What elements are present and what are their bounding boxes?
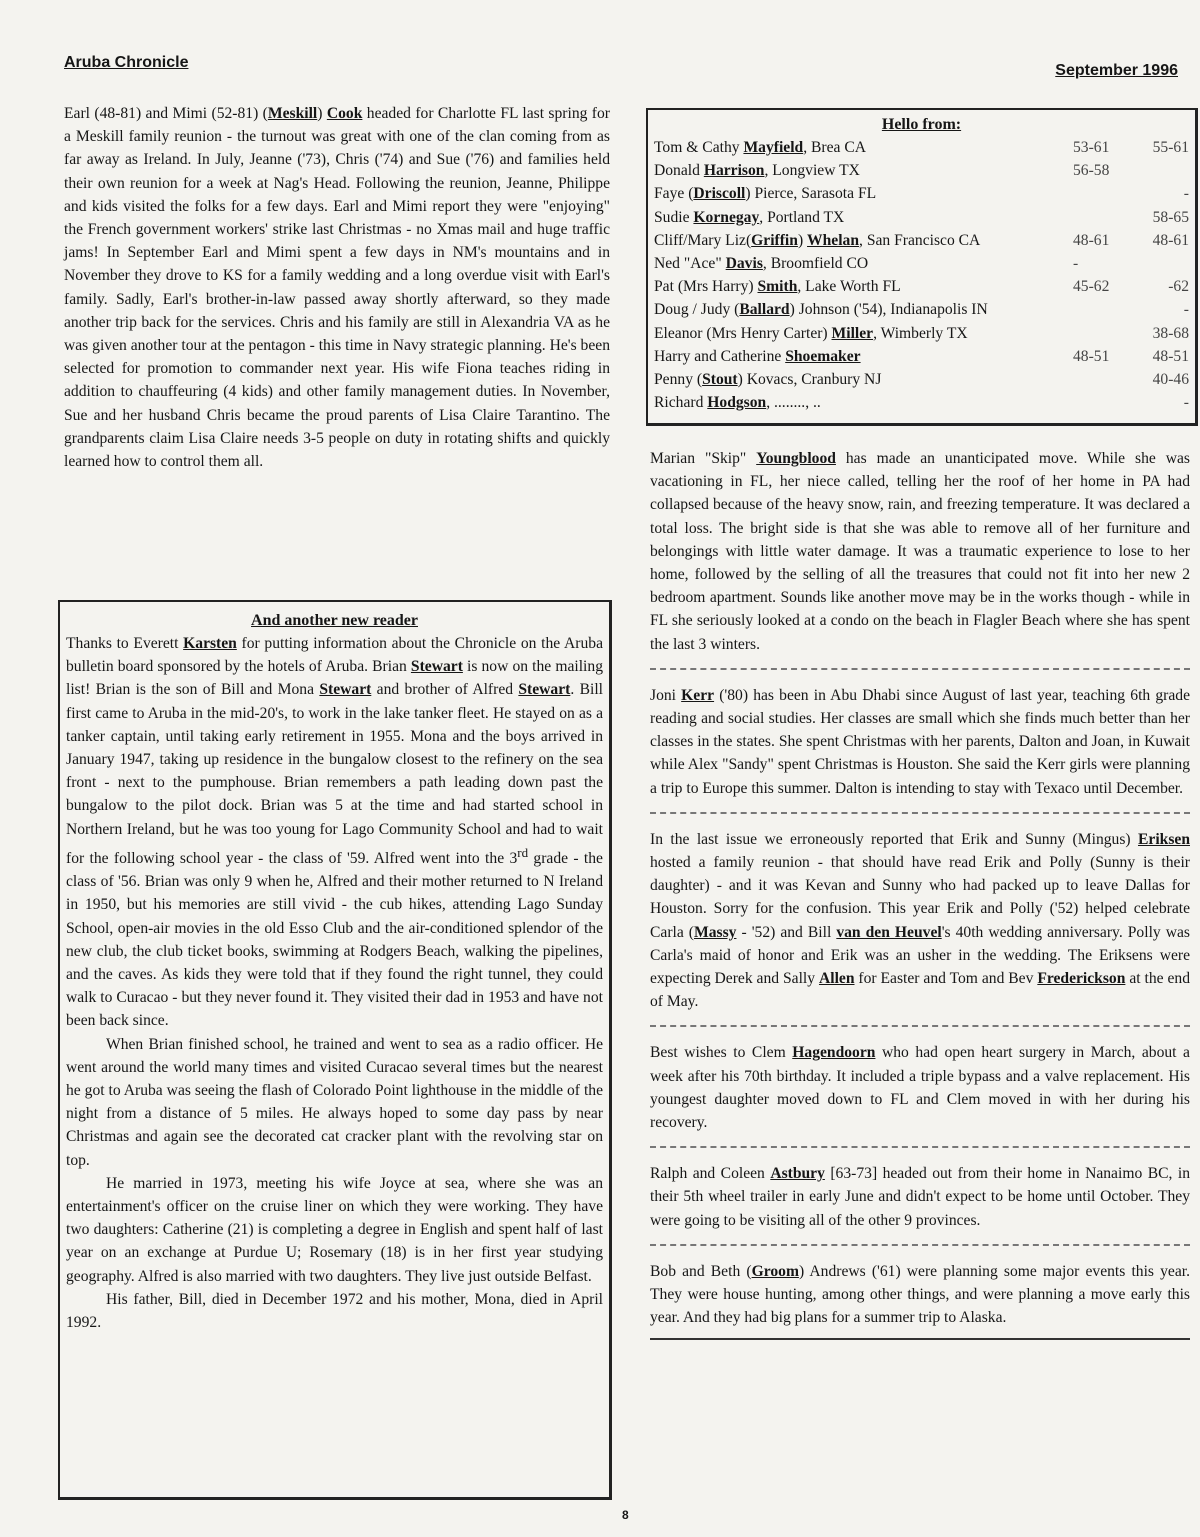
hello-entry-years-2: - (1183, 301, 1189, 319)
name-highlight: Kornegay (693, 208, 760, 226)
dashed-divider (650, 1025, 1190, 1027)
right-column (650, 447, 1190, 1340)
text-run: Bob and Beth ( (650, 1262, 752, 1280)
text-run: Richard (654, 394, 708, 412)
text-run: [63-73] headed out from their home in Nanaimo BC, in their 5th wheel trailer in early June and didn't expect to be home until October. They were going to be visiting all of the other 9 provinces. (650, 1165, 1190, 1229)
hello-entry-name (654, 159, 1073, 182)
hello-entry-years-2: 48-61 (1152, 231, 1189, 249)
hello-entry-years-1: 53-61 (1073, 139, 1110, 156)
hello-entry-years-2: -62 (1168, 278, 1189, 296)
name-highlight: Driscoll (693, 185, 746, 203)
hello-entry (654, 136, 1189, 159)
hello-entry-name (654, 322, 1073, 345)
name-highlight: Eriksen (1138, 830, 1190, 848)
hello-entry-years-2 (1133, 159, 1189, 182)
hello-entry-years-1: - (1073, 255, 1079, 273)
news-item (650, 1041, 1190, 1134)
hello-entry-years-1 (1073, 322, 1133, 345)
name-highlight: Kerr (681, 686, 715, 704)
hello-entry (654, 298, 1189, 321)
text-run: headed for Charlotte FL last spring for a Meskill family reunion - the turnout was great with one of the clan coming from as far away as Ireland. In July, Jeanne ('73), Chris ('74) and Sue ('76) and families held their own reunion for a week at Nag's Head. Following the reunion, Jeanne, Philippe and kids visited the folks for a few days. Earl and Mimi report they were "enjoying" the French government workers' strike last Christmas - no Xmas mail and huge traffic jams! In September Earl and Mimi spent a few days in NM's mountains and in November they drove to KS for a family wedding and a long overdue visit with Earl's family. Sadly, Earl's brother-in-law passed away shortly afterward, so they made another trip back for the services. Chris and his family are still in Alexandria VA as he was given another tour at the pentagon - this time in Navy strategic planning. He's been selected for promotion to commander next year. His wife Fiona teaches riding in addition to chauffeuring (4 kids) and other family management duties. In November, Sue and her husband Chris became the proud parents of Lisa Claire Tarantino. The grandparents claim Lisa Claire needs 3-5 people on duty in rotating shifts and quickly learned how to control them all. (64, 105, 610, 471)
hello-entry-years-2: 48-51 (1152, 347, 1189, 365)
name-highlight: van den Heuvel (836, 923, 942, 941)
text-run: , Wimberly TX (873, 324, 968, 342)
hello-entry-name (654, 368, 1073, 391)
hello-entry-years-1 (1073, 368, 1133, 391)
new-reader-paragraph (66, 1033, 603, 1172)
hello-entry-years-1: 56-58 (1073, 162, 1110, 180)
hello-entry-name (654, 275, 1073, 298)
hello-entry-years-2 (1133, 252, 1189, 275)
hello-from-box (646, 108, 1198, 426)
name-highlight: Allen (818, 970, 855, 988)
text-run: grade - the class of '56. Brian was only 9 when he, Alfred and their mother returned to N Ireland in 1950, but his memories are still vivid - the cub hikes, attending Lago Sunday School, open-air movies in the old Esso Club and the air-conditioned splendor of the new club, the club ticket books, swimming at Rodgers Beach, walking the pipelines, and the caves. As kids they were told that if they found the right tunnel, they could walk to Curacao - but they never found it. They visited their dad in 1953 and have not been back since. (66, 850, 603, 1030)
text-run: Doug / Judy ( (654, 301, 740, 319)
hello-entry-name (654, 136, 1073, 159)
name-highlight: Davis (725, 255, 763, 273)
name-highlight: Hagendoorn (792, 1044, 876, 1062)
text-run: for putting information about the Chronicle on the Aruba bulletin board sponsored by the hotels of Aruba. Brian (66, 635, 603, 676)
text-run: Donald (654, 162, 704, 180)
cook-family-article (64, 102, 610, 473)
hello-entry (654, 206, 1189, 229)
name-highlight: Frederickson (1037, 970, 1126, 988)
text-run: , Broomfield CO (762, 255, 869, 273)
hello-entry-years-2: 38-68 (1152, 324, 1189, 342)
name-highlight: Massy (694, 923, 737, 941)
name-highlight: Griffin (751, 231, 798, 249)
name-highlight: Stout (702, 371, 738, 389)
page-number: 8 (622, 1508, 629, 1522)
text-run: , Lake Worth FL (797, 278, 901, 296)
text-run: Thanks to Everett (66, 635, 184, 652)
hello-entry-years-2: - (1183, 185, 1189, 203)
text-run: . Bill first came to Aruba in the mid-20's, to work in the lake tanker fleet. He stayed on as a tanker captain, until taking early retirement in 1955. Mona and the boys arrived in January 1947, taking up residence in the bungalow closest to the refinery on the sea front - next to the pumphouse. Brian remembers a path leading down past the bungalow to the pilot dock. Brian was 5 at the time and had started school in Northern Ireland, but he was too young for Lago Community School and had to wait for the following school year - the class of '59. Alfred went into the 3 (66, 681, 603, 868)
hello-from-title: Hello from: (881, 116, 962, 133)
text-run: His father, Bill, died in December 1972 and his mother, Mona, died in April 1992. (66, 1290, 603, 1332)
text-run: - '52) and Bill (736, 923, 837, 941)
text-run: Joni (650, 686, 682, 704)
text-run: Earl (48-81) and Mimi (52-81) ( (64, 105, 268, 122)
text-run: Pat (Mrs Harry) (654, 278, 758, 296)
news-item (650, 447, 1190, 656)
hello-entry-name (654, 345, 1073, 368)
text-run: , Brea CA (803, 139, 866, 156)
hello-entry-years-2: - (1183, 394, 1189, 412)
hello-entry-years-2: 40-46 (1152, 371, 1189, 389)
left-column (64, 102, 610, 473)
hello-entry (654, 322, 1189, 345)
hello-entry-years-1 (1073, 391, 1133, 414)
name-highlight: Stewart (319, 681, 372, 699)
text-run: Ned "Ace" (654, 255, 726, 273)
news-item (650, 1260, 1190, 1330)
text-run: ) (317, 105, 327, 122)
text-run: In the last issue we erroneously reported that Erik and Sunny (Mingus) (650, 830, 1138, 848)
hello-entry-years-2: 58-65 (1152, 208, 1189, 226)
name-highlight: Groom (751, 1262, 799, 1280)
hello-entry-years-1: 48-61 (1073, 231, 1110, 249)
text-run: , ........, .. (766, 394, 821, 412)
text-run: at the end of May. (650, 970, 1190, 1011)
text-run: Tom & Cathy (654, 139, 744, 156)
text-run: , Portland TX (759, 208, 845, 226)
text-run: Best wishes to Clem (650, 1044, 793, 1062)
text-run: , Longview TX (764, 162, 860, 180)
hello-entry-years-2: 55-61 (1152, 139, 1189, 156)
text-run: ) Kovacs, Cranbury NJ (737, 371, 882, 389)
text-run: for Easter and Tom and Bev (854, 970, 1038, 988)
dashed-divider (650, 668, 1190, 670)
hello-entry (654, 159, 1189, 182)
name-highlight: Whelan (807, 231, 860, 249)
name-highlight: Miller (831, 324, 874, 342)
text-run: ) Pierce, Sarasota FL (745, 185, 877, 203)
name-highlight: Smith (757, 278, 798, 296)
name-highlight: Mayfield (743, 139, 804, 156)
name-highlight: Harrison (703, 162, 765, 180)
text-run: Sudie (654, 208, 694, 226)
hello-entry (654, 368, 1189, 391)
hello-entry (654, 182, 1189, 205)
name-highlight: Stewart (518, 681, 571, 699)
text-run: has made an unanticipated move. While she was vacationing in FL, her niece called, telling her the roof of her home in PA had collapsed because of the heavy snow, rain, and freezing temperature. It was declared a total loss. The bright side is that she was able to remove all of her furniture and belongings with little water damage. It was a traumatic experience to lose to her home, followed by the selling of all the treasures that could not fit into her new 2 bedroom apartment. Sounds like another move may be in the works though - while in FL she seriously looked at a condo on the beach in Flagler Beach where she has spent the last 3 winters. (650, 450, 1190, 653)
text-run: ) Andrews ('61) were planning some major events this year. They were house hunting, among other things, and were planning a move early this year. And they had big plans for a summer trip to Alaska. (650, 1262, 1190, 1327)
hello-entry-years-1: 48-51 (1073, 347, 1110, 365)
name-highlight: Karsten (183, 635, 237, 652)
dashed-divider (650, 1244, 1190, 1246)
text-run: ) (797, 231, 808, 249)
hello-entry (654, 391, 1189, 414)
hello-entry (654, 345, 1189, 368)
hello-entry-name (654, 229, 1073, 252)
text-run: He married in 1973, meeting his wife Joyce at sea, where she was an entertainment's officer on the cruise liner on which they were working. They have two daughters: Catherine (21) is completing a degree in English and spent half of last year on an exchange at Purdue U; Rosemary (18) is in her first year studying geography. Alfred is also married with two daughters. They live just outside Belfast. (66, 1174, 603, 1285)
name-highlight: Youngblood (756, 450, 836, 467)
hello-entry-name (654, 252, 1073, 275)
text-run: When Brian finished school, he trained and went to sea as a radio officer. He went around the world many times and visited Curacao several times but the nearest he got to Aruba was seeing the flash of Colorado Point lighthouse in the middle of the night from a distance of 5 miles. He always hoped to some day pass by near Christmas and again see the decorated cat cracker plant with the revolving star on top. (66, 1035, 603, 1169)
column-end-rule (650, 1338, 1190, 1340)
hello-entry (654, 275, 1189, 298)
hello-entry-years-1 (1073, 206, 1133, 229)
hello-entry-name (654, 391, 1073, 414)
text-run: Harry and Catherine (654, 347, 786, 365)
hello-entry (654, 252, 1189, 275)
name-highlight: Stewart (410, 658, 463, 676)
name-highlight: Shoemaker (785, 347, 861, 365)
news-item (650, 828, 1190, 1014)
text-run: Marian "Skip" (650, 450, 757, 467)
text-run: Faye ( (654, 185, 694, 203)
text-run: 's 40th wedding anniversary. Polly was Carla's maid of honor and Erik was an usher in the wedding. The Eriksens were expecting Derek and Sally (650, 923, 1190, 988)
hello-from-list (654, 136, 1189, 414)
newsletter-title: Aruba Chronicle (64, 54, 189, 71)
text-run: who had open heart surgery in March, about a week after his 70th birthday. It included a triple bypass and a valve replacement. His youngest daughter moved down to FL and Clem moved in with her during his recovery. (650, 1044, 1190, 1132)
name-highlight: Ballard (739, 301, 790, 319)
hello-entry-years-1 (1073, 298, 1133, 321)
text-run: ) Johnson ('54), Indianapolis IN (789, 301, 988, 319)
name-highlight: Cook (326, 105, 363, 122)
text-run: ('80) has been in Abu Dhabi since August of last year, teaching 6th grade reading and social studies. Her classes are small which she finds much better than her classes in the states. She spent Christmas with her parents, Dalton and Joan, in Kuwait while Alex "Sandy" spent Christmas is Houston. She said the Kerr girls were planning a trip to Europe this summer. Dalton is intending to stay with Texaco until December. (650, 686, 1190, 797)
dashed-divider (650, 812, 1190, 814)
text-run: Eleanor (Mrs Henry Carter) (654, 324, 832, 342)
name-highlight: Hodgson (707, 394, 767, 412)
new-reader-paragraph (66, 632, 603, 1033)
hello-entry-years-1 (1073, 182, 1133, 205)
dashed-divider (650, 1146, 1190, 1148)
new-reader-body (66, 632, 603, 1334)
hello-entry-name (654, 298, 1073, 321)
text-run: hosted a family reunion - that should have read Erik and Polly (Sunny is their daughter) - and it was Kevan and Sunny who had packed up to leave Dallas for Houston. Sorry for the confusion. This year Erik and Polly ('52) helped celebrate Carla ( (650, 854, 1190, 941)
new-reader-paragraph (66, 1172, 603, 1288)
new-reader-title: And another new reader (251, 612, 418, 629)
news-item (650, 684, 1190, 800)
name-highlight: Meskill (267, 105, 318, 122)
issue-date: September 1996 (1055, 62, 1178, 79)
text-run: is now on the mailing list! Brian is the son of Bill and Mona (66, 658, 603, 699)
name-highlight: Astbury (770, 1165, 825, 1183)
hello-entry-name (654, 182, 1073, 205)
new-reader-box (58, 600, 612, 1500)
hello-entry (654, 229, 1189, 252)
text-run: and brother of Alfred (371, 681, 519, 699)
text-run: Cliff/Mary Liz( (654, 231, 752, 249)
text-run: , San Francisco CA (859, 231, 981, 249)
new-reader-paragraph (66, 1288, 603, 1334)
hello-entry-years-1: 45-62 (1073, 278, 1110, 296)
text-run: Penny ( (654, 371, 703, 389)
superscript: rd (517, 844, 529, 860)
hello-entry-name (654, 206, 1073, 229)
news-item (650, 1162, 1190, 1232)
text-run: Ralph and Coleen (650, 1165, 771, 1183)
